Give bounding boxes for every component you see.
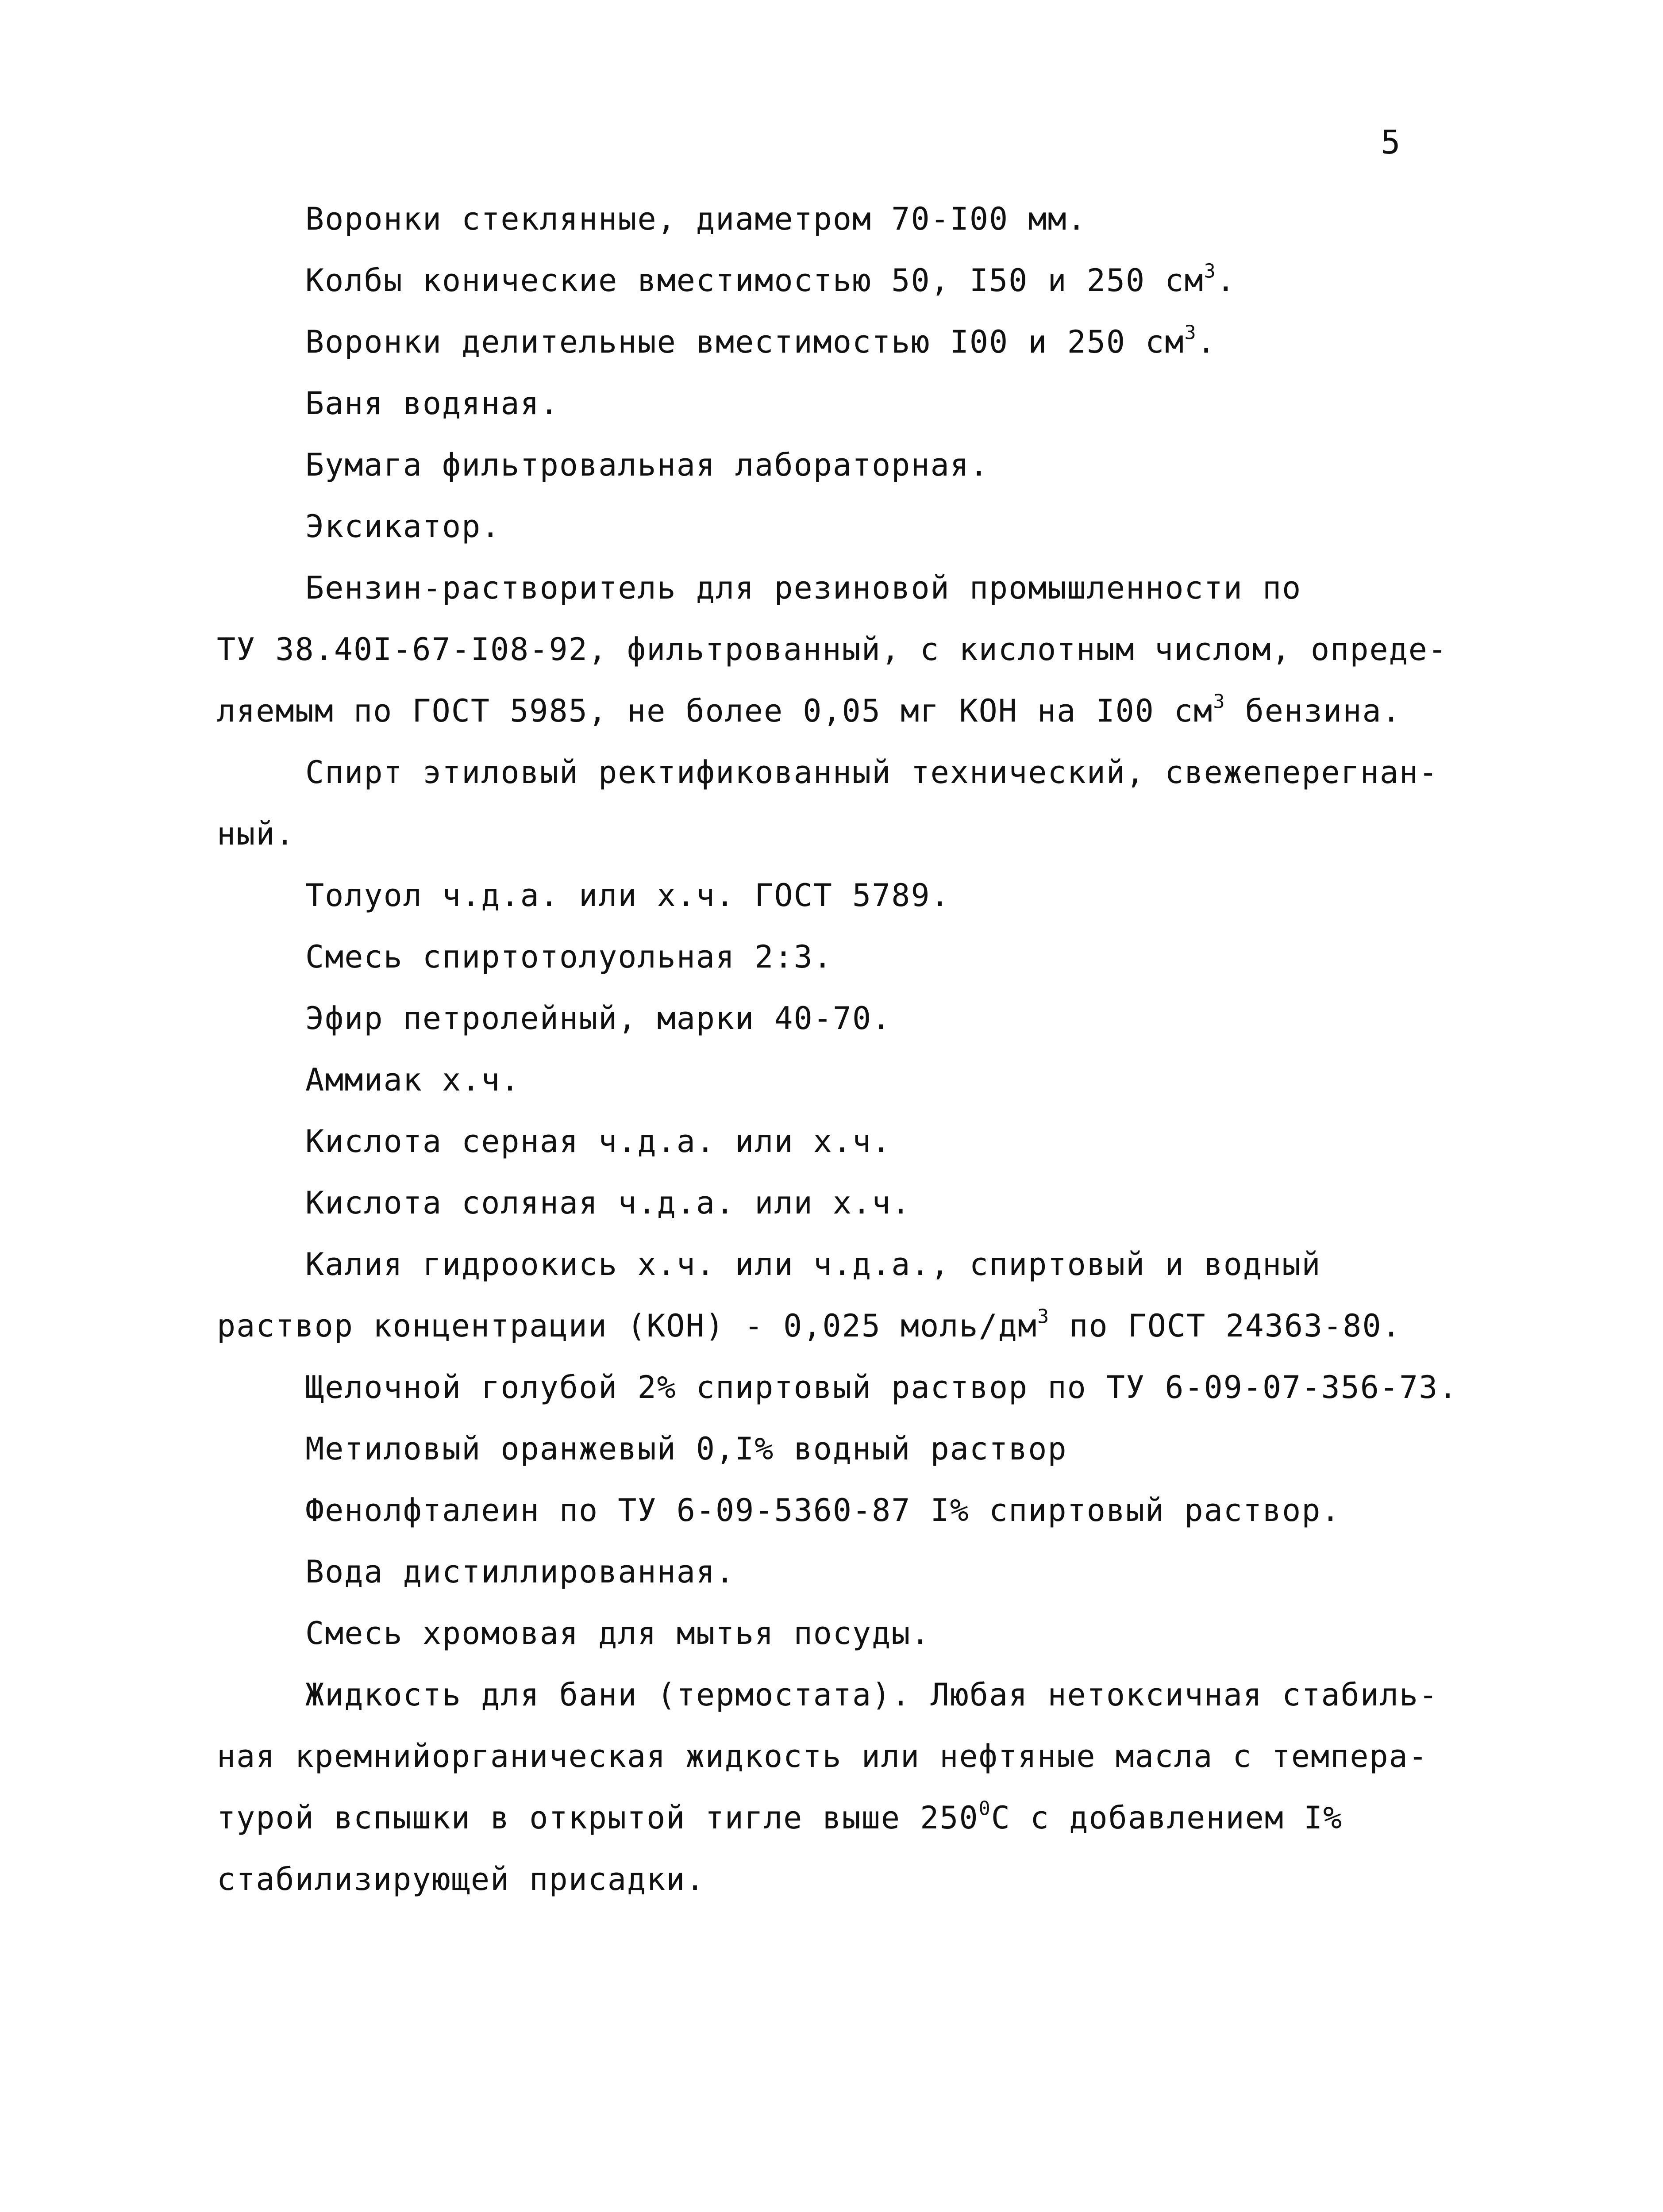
text-line: [305, 1246, 1321, 1283]
line-text: Баня водяная.: [305, 385, 559, 422]
text-line: [305, 1185, 911, 1221]
line-text-tail: по ГОСТ 24363-80.: [1050, 1308, 1401, 1344]
line-text: Кислота соляная ч.д.а. или х.ч.: [305, 1185, 911, 1221]
line-text: Щелочной голубой 2% спиртовый раствор по ТУ 6-09-07-356-73.: [305, 1369, 1458, 1406]
line-text-tail: .: [1197, 324, 1216, 360]
line-text: Колбы конические вместимостью 50, I50 и 250 см: [305, 262, 1204, 299]
text-line: [305, 201, 1087, 237]
text-line: [305, 1062, 520, 1098]
text-line: [305, 1615, 931, 1651]
line-text: Метиловый оранжевый 0,I% водный раствор: [305, 1431, 1067, 1467]
text-line: [217, 691, 1401, 729]
line-text: Воронки делительные вместимостью I00 и 250 см: [305, 324, 1185, 360]
line-text-tail: бензина.: [1225, 693, 1401, 729]
text-line: [305, 260, 1236, 299]
line-text: Эксикатор.: [305, 508, 501, 545]
line-text: Воронки стеклянные, диаметром 70-I00 мм.: [305, 201, 1087, 237]
text-line: [217, 1861, 705, 1897]
text-line: [217, 631, 1448, 668]
superscript: 3: [1184, 322, 1197, 344]
text-line: [217, 816, 295, 852]
line-text: Жидкость для бани (термостата). Любая нетоксичная стабиль-: [305, 1677, 1439, 1713]
line-text: ный.: [217, 816, 295, 852]
text-line: [305, 1000, 892, 1037]
line-text: раствор концентрации (КОН) - 0,025 моль/дм: [217, 1308, 1038, 1344]
line-text: Смесь хромовая для мытья посуды.: [305, 1615, 931, 1651]
line-text: Вода дистиллированная.: [305, 1554, 735, 1590]
text-line: [217, 1797, 1343, 1836]
line-text: Фенолфталеин по ТУ 6-09-5360-87 I% спиртовый раствор.: [305, 1492, 1341, 1528]
text-line: [305, 508, 501, 545]
page-number: 5: [1381, 123, 1401, 161]
line-text: Смесь спиртотолуольная 2:3.: [305, 939, 833, 975]
text-line: [305, 1123, 892, 1160]
line-text: Эфир петролейный, марки 40-70.: [305, 1000, 892, 1037]
line-text: ТУ 38.40I-67-I08-92, фильтрованный, с кислотным числом, опреде-: [217, 631, 1448, 668]
text-line: [305, 1677, 1439, 1713]
text-line: [305, 939, 833, 975]
line-text: Калия гидроокись х.ч. или ч.д.а., спиртовый и водный: [305, 1246, 1321, 1283]
text-line: [217, 1738, 1428, 1774]
line-text: Спирт этиловый ректификованный технический, свежеперегнан-: [305, 754, 1439, 791]
line-text: ляемым по ГОСТ 5985, не более 0,05 мг КОН на I00 см: [217, 693, 1213, 729]
text-line: [305, 877, 950, 914]
line-text: стабилизирующей присадки.: [217, 1861, 705, 1897]
superscript: 3: [1037, 1306, 1050, 1328]
superscript: 0: [978, 1797, 991, 1820]
line-text: Толуол ч.д.а. или х.ч. ГОСТ 5789.: [305, 877, 950, 914]
text-line: [305, 1431, 1067, 1467]
text-line: [217, 1306, 1401, 1344]
text-line: [305, 1492, 1341, 1528]
text-line: [305, 322, 1216, 360]
line-text: турой вспышки в открытой тигле выше 250: [217, 1800, 979, 1836]
text-line: [305, 447, 989, 483]
superscript: 3: [1213, 691, 1226, 713]
line-text: Бумага фильтровальная лабораторная.: [305, 447, 989, 483]
text-line: [305, 1369, 1458, 1406]
line-text: Аммиак х.ч.: [305, 1062, 520, 1098]
text-line: [305, 1554, 735, 1590]
line-text: Кислота серная ч.д.а. или х.ч.: [305, 1123, 892, 1160]
text-line: [305, 385, 559, 422]
line-text-tail: С с добавлением I%: [991, 1800, 1343, 1836]
line-text-tail: .: [1216, 262, 1236, 299]
superscript: 3: [1204, 260, 1216, 283]
text-line: [305, 570, 1302, 606]
line-text: ная кремнийорганическая жидкость или нефтяные масла с темпера-: [217, 1738, 1428, 1774]
text-line: [305, 754, 1439, 791]
line-text: Бензин-растворитель для резиновой промышленности по: [305, 570, 1302, 606]
